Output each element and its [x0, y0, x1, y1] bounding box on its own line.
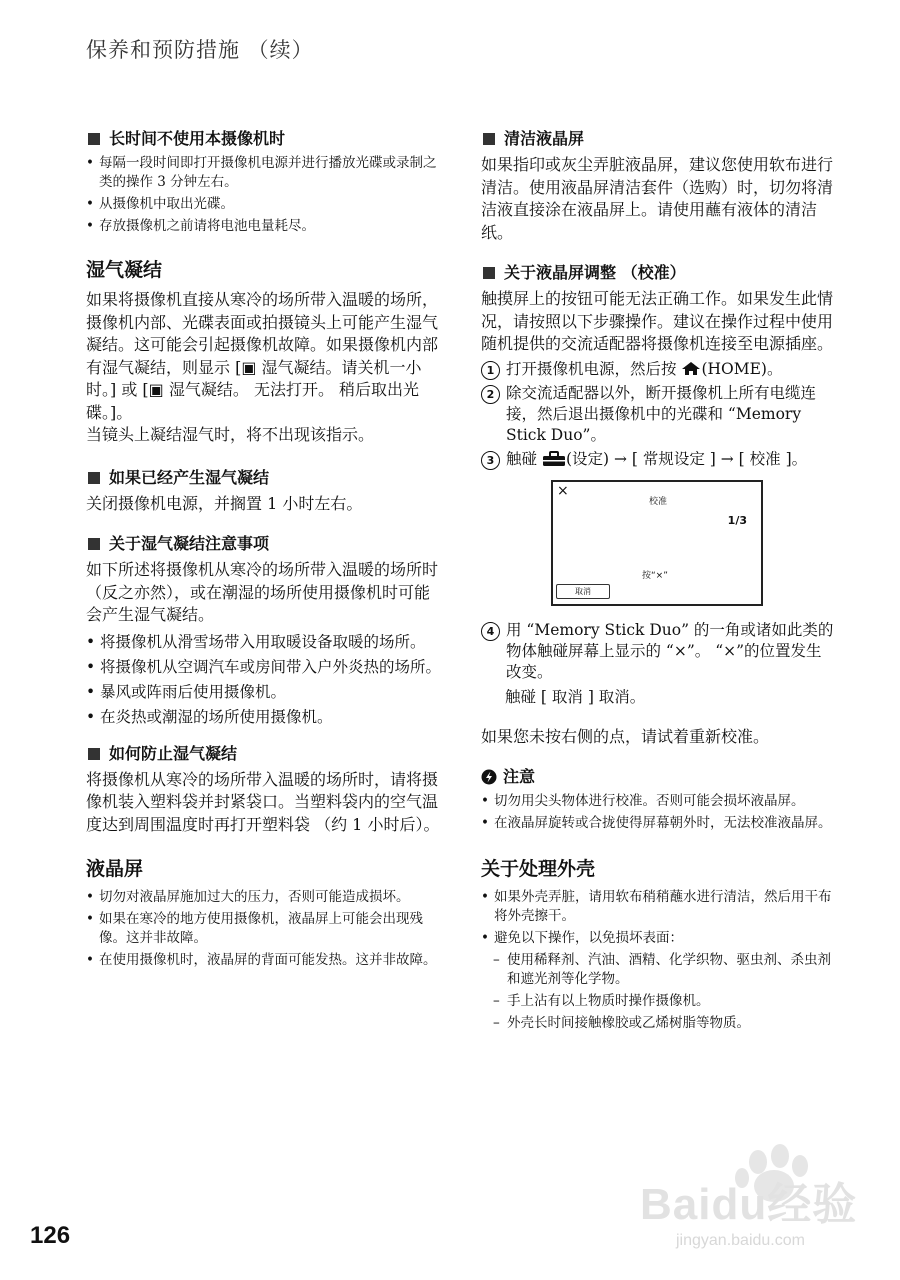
list-item: – 外壳长时间接触橡胶或乙烯树脂等物质。 — [481, 1014, 837, 1033]
paragraph: 如果您未按右侧的点，请试着重新校准。 — [481, 726, 770, 746]
step-4-subtext: 触碰 [ 取消 ] 取消。 — [505, 687, 646, 706]
list-item: – 使用稀释剂、汽油、酒精、化学织物、驱虫剂、杀虫剂和遮光剂等化学物。 — [481, 951, 837, 989]
list-item: • 如果外壳弄脏，请用软布稍稍蘸水进行清洁，然后用干布将外壳擦干。 — [481, 888, 837, 926]
page-header-title: 保养和预防措施 （续） — [86, 38, 314, 62]
list-item: • 将摄像机从空调汽车或房间带入户外炎热的场所。 — [86, 656, 442, 678]
section-heading: 清洁液晶屏 — [481, 128, 837, 150]
list-item: • 如果在寒冷的地方使用摄像机，液晶屏上可能会出现残像。这并非故障。 — [86, 910, 442, 948]
cancel-button[interactable]: 取消 — [556, 584, 610, 599]
list-item: • 切勿用尖头物体进行校准。否则可能会损坏液晶屏。 — [481, 792, 837, 811]
paragraph: 关闭摄像机电源，并搁置 1 小时左右。 — [86, 493, 363, 513]
step-number: 4 — [481, 622, 500, 641]
section-heading: 如何防止湿气凝结 — [86, 743, 442, 765]
section-heading: 长时间不使用本摄像机时 — [86, 128, 442, 150]
calibration-screen — [551, 480, 763, 606]
calibration-target-x[interactable]: × — [557, 482, 569, 499]
dash-list — [481, 951, 837, 1033]
list-item: • 将摄像机从滑雪场带入用取暖设备取暖的场所。 — [86, 631, 442, 653]
watermark-brand: Baidu经验 — [640, 1180, 858, 1229]
list-item: • 存放摄像机之前请将电池电量耗尽。 — [86, 217, 442, 236]
paragraph: 如果将摄像机直接从寒冷的场所带入温暖的场所，摄像机内部、光碟表面或拍摄镜头上可能产生湿气凝结。这可能会引起摄像机故障。如果摄像机内部有湿气凝结，则显示 [▣ 湿气凝结。请关机一小时。] 或 [▣ 湿气凝结。 无法打开。 稍后取出光碟。]。 — [86, 290, 439, 422]
screen-title: 校准 — [649, 496, 668, 507]
caution-icon — [481, 769, 497, 785]
square-bullet-icon — [483, 267, 495, 279]
bullet-list — [86, 631, 442, 728]
list-item: • 在液晶屏旋转或合拢使得屏幕朝外时，无法校准液晶屏。 — [481, 814, 837, 833]
note-heading: 注意 — [481, 766, 837, 788]
list-item: • 切勿对液晶屏施加过大的压力，否则可能造成损坏。 — [86, 888, 442, 907]
step-2: 2 除交流适配器以外，断开摄像机上所有电缆连接，然后退出摄像机中的光碟和 “Memory Stick Duo”。 — [481, 383, 837, 446]
list-item: • 在使用摄像机时，液晶屏的背面可能发热。这并非故障。 — [86, 951, 442, 970]
list-item: – 手上沾有以上物质时操作摄像机。 — [481, 992, 837, 1011]
step-3: 3 触碰 (设定) → [ 常规设定 ] → [ 校准 ]。 — [481, 449, 837, 470]
paragraph: 如果指印或灰尘弄脏液晶屏，建议您使用软布进行清洁。使用液晶屏清洁套件（选购）时，切勿将清洁液直接涂在液晶屏上。请使用蘸有液体的清洁纸。 — [481, 155, 834, 242]
bullet-list — [481, 792, 837, 833]
list-item: • 暴风或阵雨后使用摄像机。 — [86, 681, 442, 703]
section-title: 湿气凝结 — [86, 259, 163, 281]
step-4: 4 用 “Memory Stick Duo” 的一角或诸如此类的物体触碰屏幕上显示的 “×”。 “×”的位置发生改变。 — [481, 620, 837, 683]
square-bullet-icon — [88, 538, 100, 550]
toolbox-icon — [542, 451, 566, 467]
paragraph: 触摸屏上的按钮可能无法正确工作。如果发生此情况，请按照以下步骤操作。建议在操作过程中使用随机提供的交流适配器将摄像机连接至电源插座。 — [481, 289, 834, 353]
section-heading: 如果已经产生湿气凝结 — [86, 467, 442, 489]
square-bullet-icon — [483, 133, 495, 145]
screen-page-indicator: 1/3 — [727, 513, 747, 527]
step-number: 1 — [481, 361, 500, 380]
list-item: • 在炎热或潮湿的场所使用摄像机。 — [86, 706, 442, 728]
square-bullet-icon — [88, 472, 100, 484]
section-heading: 关于液晶屏调整 （校准） — [481, 262, 837, 284]
bullet-list — [86, 888, 442, 970]
home-icon — [681, 361, 701, 376]
step-number: 3 — [481, 451, 500, 470]
step-number: 2 — [481, 385, 500, 404]
section-title: 液晶屏 — [86, 858, 144, 880]
step-1: 1 打开摄像机电源，然后按 (HOME)。 — [481, 359, 837, 380]
paragraph: 当镜头上凝结湿气时，将不出现该指示。 — [86, 425, 375, 444]
screen-instruction: 按“×” — [642, 570, 668, 581]
bullet-list — [481, 888, 837, 948]
page-number: 126 — [30, 1222, 71, 1249]
list-item: • 避免以下操作，以免损坏表面： — [481, 929, 837, 948]
section-title: 关于处理外壳 — [481, 858, 596, 880]
right-column — [481, 128, 837, 1036]
paragraph: 将摄像机从寒冷的场所带入温暖的场所时，请将摄像机装入塑料袋并封紧袋口。当塑料袋内的空气温度达到周围温度时再打开塑料袋 （约 1 小时后）。 — [86, 769, 440, 834]
bullet-list — [86, 154, 442, 236]
list-item: • 从摄像机中取出光碟。 — [86, 195, 442, 214]
left-column — [86, 128, 442, 973]
list-item: • 每隔一段时间即打开摄像机电源并进行播放光碟或录制之类的操作 3 分钟左右。 — [86, 154, 442, 192]
square-bullet-icon — [88, 133, 100, 145]
square-bullet-icon — [88, 748, 100, 760]
paragraph: 如下所述将摄像机从寒冷的场所带入温暖的场所时 （反之亦然），或在潮湿的场所使用摄像机时可能会产生湿气凝结。 — [86, 560, 439, 624]
section-heading: 关于湿气凝结注意事项 — [86, 533, 442, 555]
watermark-url: jingyan.baidu.com — [676, 1232, 805, 1249]
